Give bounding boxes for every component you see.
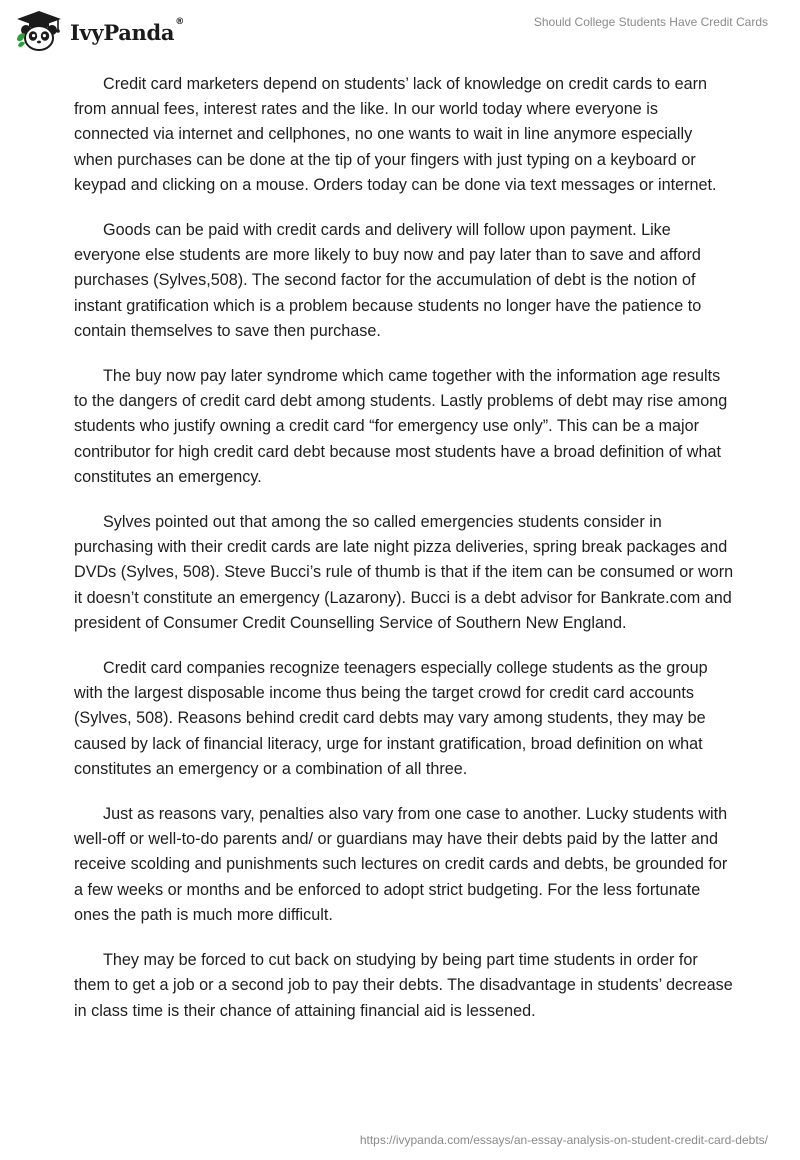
- paragraph-4: Sylves pointed out that among the so called emergencies students consider in purchasing with their credit cards are late night pizza deliveries, spring break packages and DVDs (Sylves, 508). Steve Bucci’s rule of thumb is that if the item can be consumed or worn it doesn’t constitute an emergency (Lazarony). Bucci is a debt advisor for Bankrate.com and president of Consumer Credit Counselling Service of Southern New England.: [74, 513, 734, 632]
- source-url[interactable]: https://ivypanda.com/essays/an-essay-analysis-on-student-credit-card-debts/: [359, 1133, 768, 1147]
- logo-wordmark: IvyPanda®: [70, 16, 184, 45]
- paragraph-7: They may be forced to cut back on studying by being part time students in order for them to get a job or a second job to pay their debts. The disadvantage in students’ decrease in class time is their chance of attaining financial aid is lessened.: [74, 951, 733, 1020]
- ivypanda-logo[interactable]: [14, 10, 184, 52]
- document-title: Should College Students Have Credit Cards: [533, 15, 768, 29]
- essay-body: [74, 72, 734, 1044]
- paragraph-2: Goods can be paid with credit cards and delivery will follow upon payment. Like everyone else students are more likely to buy now and pay later than to save and afford purchases (Sylves,508). The second factor for the accumulation of debt is the notion of instant gratification which is a problem because students no longer have the patience to contain themselves to save then purchase.: [74, 221, 702, 340]
- paragraph-3: The buy now pay later syndrome which came together with the information age results to the dangers of credit card debt among students. Lastly problems of debt may rise among students who justify owning a credit card “for emergency use only”. This can be a major contributor for high credit card debt because most students have a broad definition of what constitutes an emergency.: [74, 367, 728, 486]
- paragraph-6: Just as reasons vary, penalties also vary from one case to another. Lucky students with well-off or well-to-do parents and/ or guardians may have their debts paid by the latter and receive scolding and punishments such lectures on credit cards and debts, be grounded for a few weeks or months and be enforced to adopt strict budgeting. For the less fortunate ones the path is much more difficult.: [74, 805, 728, 924]
- panda-graduate-icon: [14, 10, 64, 52]
- paragraph-5: Credit card companies recognize teenagers especially college students as the group with the largest disposable income thus being the target crowd for credit card accounts (Sylves, 508). Reasons behind credit card debts may vary among students, they may be caused by lack of financial literacy, urge for instant gratification, broad definition on what constitutes an emergency or a combination of all three.: [74, 659, 708, 778]
- page-header: [0, 0, 800, 64]
- registered-mark: ®: [175, 16, 184, 27]
- paragraph-1: Credit card marketers depend on students’ lack of knowledge on credit cards to earn from annual fees, interest rates and the like. In our world today where everyone is connected via internet and cellphones, no one wants to wait in line anymore especially when purchases can be done at the tip of your fingers with just typing on a keyboard or keypad and clicking on a mouse. Orders today can be done via text messages or internet.: [74, 75, 717, 194]
